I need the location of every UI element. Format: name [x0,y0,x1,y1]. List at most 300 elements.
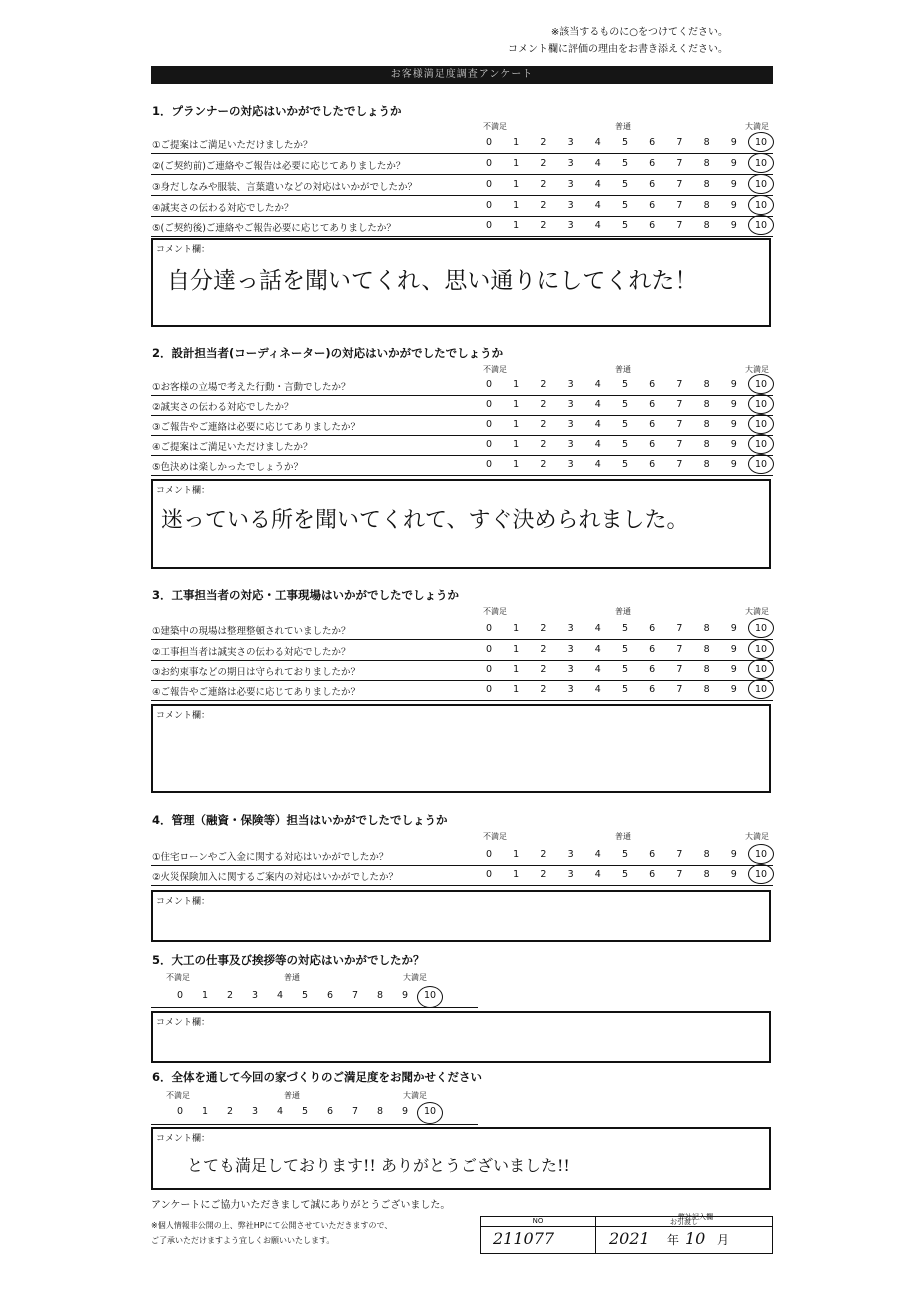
rating-option-1[interactable]: 1 [513,419,520,430]
rating-option-3[interactable]: 3 [567,869,574,880]
question-row [151,681,773,701]
year-unit: 年 [667,1233,680,1247]
rating-scale-overall[interactable] [151,1106,478,1122]
rating-option-0[interactable]: 0 [485,869,493,880]
scale-left-label: 不満足 [483,122,507,131]
question-row [151,155,773,175]
rating-option-10[interactable]: 10 [754,869,768,880]
office-use-box [480,1216,773,1254]
rating-option-6[interactable]: 6 [649,684,656,695]
rating-option-1[interactable]: 1 [513,849,520,860]
question-row [151,661,773,681]
section-2-title: 2．設計担当者(コーディネーター)の対応はいかがでしたでしょうか [152,346,504,360]
scale-mid-label: 普通 [615,365,631,374]
privacy-note-2: ご了承いただけますよう宜しくお願いいたします。 [151,1236,335,1245]
rating-option-10[interactable]: 10 [754,399,768,410]
rating-option-5[interactable]: 5 [621,439,629,450]
rating-option-10[interactable]: 10 [754,623,768,634]
rating-option-3[interactable]: 3 [567,137,574,148]
rating-option-9[interactable]: 9 [730,644,737,655]
rating-option-3[interactable]: 3 [251,1106,259,1117]
rating-option-7[interactable]: 7 [676,459,683,470]
rating-option-4[interactable]: 4 [594,379,601,390]
rating-option-4[interactable]: 4 [594,220,601,231]
scale-right-label: 大満足 [745,365,769,374]
rating-option-2[interactable]: 2 [540,179,547,190]
rating-option-3[interactable]: 3 [567,158,574,169]
rating-option-5[interactable]: 5 [621,419,629,430]
selected-answer-circle [748,174,774,194]
rating-option-6[interactable]: 6 [649,419,656,430]
rating-option-9[interactable]: 9 [730,623,737,634]
rating-option-2[interactable]: 2 [540,379,547,390]
rating-option-5[interactable]: 5 [301,990,309,1001]
rating-option-9[interactable]: 9 [730,379,737,390]
rating-option-10[interactable]: 10 [754,439,768,450]
rating-option-5[interactable]: 5 [621,869,629,880]
selected-answer-circle [748,195,774,215]
rating-option-4[interactable]: 4 [594,399,601,410]
no-label: NO [532,1217,544,1225]
rating-option-0[interactable]: 0 [485,419,493,430]
rating-option-8[interactable]: 8 [703,158,710,169]
comment-label: コメント欄： [156,1018,211,1028]
rating-option-9[interactable]: 9 [730,849,737,860]
rating-option-9[interactable]: 9 [730,439,737,450]
question-row [151,620,773,640]
rating-option-6[interactable]: 6 [649,137,656,148]
rating-option-7[interactable]: 7 [676,158,683,169]
rating-option-3[interactable]: 3 [567,849,574,860]
rating-option-0[interactable]: 0 [485,158,493,169]
rating-option-2[interactable]: 2 [540,419,547,430]
rating-option-5[interactable]: 5 [301,1106,309,1117]
rating-option-5[interactable]: 5 [621,200,629,211]
rating-option-10[interactable]: 10 [754,158,768,169]
question-text: ②工事担当者は誠実さの伝わる対応でしたか？ [152,647,351,658]
rating-option-4[interactable]: 4 [594,849,601,860]
question-text: ⑤(ご契約後)ご連絡やご報告必要に応じてありましたか？ [152,223,396,234]
rating-option-6[interactable]: 6 [649,623,656,634]
comment-box[interactable] [151,479,771,569]
rating-option-8[interactable]: 8 [703,664,710,675]
rating-option-6[interactable]: 6 [649,459,656,470]
selected-answer-circle [748,659,774,679]
rating-option-1[interactable]: 1 [513,664,520,675]
rating-option-9[interactable]: 9 [401,990,409,1001]
comment-box[interactable] [151,1011,771,1063]
question-row [151,176,773,196]
comment-label: コメント欄： [156,1134,211,1144]
rating-option-7[interactable]: 7 [676,200,683,211]
rating-option-9[interactable]: 9 [730,459,737,470]
rating-option-3[interactable]: 3 [567,439,574,450]
rating-option-8[interactable]: 8 [703,200,710,211]
question-text: ①お客様の立場で考えた行動・言動でしたか？ [152,382,351,393]
rating-option-7[interactable]: 7 [676,849,683,860]
rating-option-0[interactable]: 0 [485,399,493,410]
rating-option-2[interactable]: 2 [540,459,547,470]
rating-option-4[interactable]: 4 [594,419,601,430]
scale-underline [151,1124,478,1125]
question-text: ⑤色決めは楽しかったでしょうか？ [152,462,304,473]
rating-option-2[interactable]: 2 [540,399,547,410]
rating-option-2[interactable]: 2 [226,990,234,1001]
rating-option-1[interactable]: 1 [201,1106,209,1117]
rating-option-1[interactable]: 1 [513,459,520,470]
rating-option-10[interactable]: 10 [754,220,768,231]
rating-option-6[interactable]: 6 [649,200,656,211]
question-text: ④ご提案はご満足いただけましたか？ [152,442,313,453]
scale-underline [151,1007,478,1008]
question-row [151,866,773,886]
rating-option-10[interactable]: 10 [754,459,768,470]
rating-option-1[interactable]: 1 [513,399,520,410]
rating-option-4[interactable]: 4 [594,869,601,880]
rating-option-5[interactable]: 5 [621,137,629,148]
rating-option-1[interactable]: 1 [513,179,520,190]
rating-option-3[interactable]: 3 [567,379,574,390]
rating-option-0[interactable]: 0 [485,664,493,675]
rating-option-6[interactable]: 6 [649,644,656,655]
section-3-title: 3．工事担当者の対応・工事現場はいかがでしたでしょうか [152,588,459,602]
question-row [151,376,773,396]
rating-option-0[interactable]: 0 [485,200,493,211]
rating-option-8[interactable]: 8 [703,684,710,695]
rating-option-7[interactable]: 7 [676,439,683,450]
rating-option-9[interactable]: 9 [730,399,737,410]
selected-answer-circle [748,679,774,699]
question-text: ①建築中の現場は整理整頓されていましたか？ [152,626,351,637]
rating-option-7[interactable]: 7 [351,1106,359,1117]
rating-option-2[interactable]: 2 [226,1106,234,1117]
rating-option-0[interactable]: 0 [485,379,493,390]
rating-option-6[interactable]: 6 [649,220,656,231]
rating-option-6[interactable]: 6 [649,158,656,169]
rating-scale-overall-carpenter[interactable] [151,990,478,1006]
rating-option-4[interactable]: 4 [594,644,601,655]
section-4-title: 4．管理（融資・保険等）担当はいかがでしたでしょうか [152,813,448,827]
rating-option-10[interactable]: 10 [754,137,768,148]
rating-option-2[interactable]: 2 [540,158,547,169]
comment-box[interactable] [151,238,771,327]
selected-answer-circle [417,986,443,1008]
question-text: ④誠実さの伝わる対応でしたか？ [152,203,294,214]
section-5-title: 5．大工の仕事及び挨拶等の対応はいかがでしたか？ [152,953,425,967]
rating-option-5[interactable]: 5 [621,459,629,470]
question-text: ③身だしなみや服装、言葉遣いなどの対応はいかがでしたか？ [152,182,418,193]
selected-answer-circle [748,132,774,152]
rating-option-4[interactable]: 4 [276,990,284,1001]
selected-answer-circle [748,414,774,434]
handwritten-comment: とても満足しております!! ありがとうございました!! [187,1156,570,1175]
rating-option-10[interactable]: 10 [754,200,768,211]
rating-option-8[interactable]: 8 [703,379,710,390]
rating-option-6[interactable]: 6 [649,179,656,190]
instruction-note-1: ※該当するものに○をつけてください。 [550,27,728,38]
thanks-text: アンケートにご協力いただきまして誠にありがとうございました。 [151,1200,451,1211]
handover-month: 10 [685,1229,706,1248]
rating-option-2[interactable]: 2 [540,137,547,148]
question-text: ①ご提案はご満足いただけましたか？ [152,140,313,151]
rating-option-7[interactable]: 7 [676,399,683,410]
rating-option-9[interactable]: 9 [730,869,737,880]
rating-option-9[interactable]: 9 [401,1106,409,1117]
rating-option-6[interactable]: 6 [649,849,656,860]
selected-answer-circle [748,454,774,474]
rating-option-8[interactable]: 8 [703,220,710,231]
handover-year: 2021 [609,1229,650,1248]
question-row [151,456,773,476]
rating-option-1[interactable]: 1 [513,869,520,880]
rating-option-6[interactable]: 6 [649,869,656,880]
rating-option-0[interactable]: 0 [485,179,493,190]
handover-label: お引渡し [670,1218,698,1226]
rating-option-10[interactable]: 10 [754,664,768,675]
rating-option-2[interactable]: 2 [540,869,547,880]
scale-mid-label: 普通 [615,832,631,841]
selected-answer-circle [748,374,774,394]
scale-right-label: 大満足 [745,122,769,131]
rating-option-3[interactable]: 3 [567,399,574,410]
rating-option-3[interactable]: 3 [567,684,574,695]
section-6-title: 6．全体を通して今回の家づくりのご満足度をお聞かせください [152,1070,482,1084]
comment-box[interactable] [151,704,771,793]
rating-option-0[interactable]: 0 [485,849,493,860]
rating-option-5[interactable]: 5 [621,664,629,675]
rating-option-2[interactable]: 2 [540,220,547,231]
rating-option-0[interactable]: 0 [176,1106,184,1117]
rating-option-4[interactable]: 4 [276,1106,284,1117]
rating-option-1[interactable]: 1 [513,158,520,169]
question-text: ③お約束事などの期日は守られておりましたか？ [152,667,361,678]
scale-right-label: 大満足 [403,1091,427,1100]
rating-option-3[interactable]: 3 [567,419,574,430]
rating-option-7[interactable]: 7 [676,623,683,634]
rating-option-3[interactable]: 3 [567,200,574,211]
scale-mid-label: 普通 [284,973,300,982]
question-row [151,641,773,661]
customer-number: 211077 [493,1229,555,1248]
rating-option-9[interactable]: 9 [730,137,737,148]
question-row [151,846,773,866]
rating-option-4[interactable]: 4 [594,623,601,634]
selected-answer-circle [748,434,774,454]
rating-option-8[interactable]: 8 [703,399,710,410]
rating-option-3[interactable]: 3 [567,220,574,231]
rating-option-1[interactable]: 1 [201,990,209,1001]
rating-option-2[interactable]: 2 [540,849,547,860]
comment-box[interactable] [151,890,771,942]
rating-option-10[interactable]: 10 [423,990,437,1001]
rating-option-10[interactable]: 10 [754,849,768,860]
privacy-note-1: ※個人情報非公開の上、弊社HPにて公開させていただきますので、 [151,1221,393,1230]
rating-option-9[interactable]: 9 [730,664,737,675]
rating-option-7[interactable]: 7 [676,379,683,390]
rating-option-1[interactable]: 1 [513,200,520,211]
rating-option-1[interactable]: 1 [513,644,520,655]
rating-option-10[interactable]: 10 [423,1106,437,1117]
selected-answer-circle [748,864,774,884]
rating-option-5[interactable]: 5 [621,644,629,655]
rating-option-7[interactable]: 7 [676,664,683,675]
rating-option-8[interactable]: 8 [703,137,710,148]
rating-option-8[interactable]: 8 [703,419,710,430]
rating-option-6[interactable]: 6 [326,1106,334,1117]
rating-option-3[interactable]: 3 [567,623,574,634]
rating-option-2[interactable]: 2 [540,439,547,450]
rating-option-8[interactable]: 8 [703,439,710,450]
comment-label: コメント欄： [156,245,211,255]
rating-option-7[interactable]: 7 [676,179,683,190]
rating-option-2[interactable]: 2 [540,664,547,675]
rating-option-10[interactable]: 10 [754,644,768,655]
instruction-note-2: コメント欄に評価の理由をお書き添えください。 [508,44,728,55]
rating-option-4[interactable]: 4 [594,439,601,450]
rating-option-3[interactable]: 3 [251,990,259,1001]
comment-label: コメント欄： [156,897,211,907]
rating-option-9[interactable]: 9 [730,684,737,695]
comment-box[interactable] [151,1127,771,1190]
rating-option-5[interactable]: 5 [621,158,629,169]
scale-right-label: 大満足 [745,607,769,616]
rating-option-6[interactable]: 6 [649,664,656,675]
question-row [151,217,773,237]
rating-option-7[interactable]: 7 [676,684,683,695]
selected-answer-circle [748,153,774,173]
handwritten-comment: 迷っている所を聞いてくれて、すぐ決められました。 [161,508,689,533]
scale-left-label: 不満足 [483,607,507,616]
section-1-title: 1．プランナーの対応はいかがでしたでしょうか [152,104,402,118]
rating-option-6[interactable]: 6 [649,399,656,410]
rating-option-6[interactable]: 6 [326,990,334,1001]
rating-option-3[interactable]: 3 [567,644,574,655]
scale-left-label: 不満足 [483,365,507,374]
rating-option-6[interactable]: 6 [649,439,656,450]
rating-option-0[interactable]: 0 [485,137,493,148]
rating-option-7[interactable]: 7 [676,644,683,655]
handwritten-comment: 自分達っ話を聞いてくれ、思い通りにしてくれた！ [167,268,698,294]
rating-option-0[interactable]: 0 [485,644,493,655]
rating-option-0[interactable]: 0 [485,684,493,695]
selected-answer-circle [748,394,774,414]
scale-right-label: 大満足 [745,832,769,841]
rating-option-8[interactable]: 8 [703,644,710,655]
scale-left-label: 不満足 [166,973,190,982]
rating-option-7[interactable]: 7 [676,419,683,430]
rating-option-6[interactable]: 6 [649,379,656,390]
rating-option-9[interactable]: 9 [730,419,737,430]
selected-answer-circle [417,1102,443,1124]
rating-option-8[interactable]: 8 [703,179,710,190]
rating-option-2[interactable]: 2 [540,684,547,695]
rating-option-0[interactable]: 0 [176,990,184,1001]
rating-option-9[interactable]: 9 [730,200,737,211]
rating-option-0[interactable]: 0 [485,439,493,450]
rating-option-0[interactable]: 0 [485,220,493,231]
month-unit: 月 [717,1233,730,1247]
rating-option-4[interactable]: 4 [594,200,601,211]
rating-option-8[interactable]: 8 [376,990,384,1001]
selected-answer-circle [748,639,774,659]
rating-option-1[interactable]: 1 [513,439,520,450]
rating-option-1[interactable]: 1 [513,220,520,231]
rating-option-7[interactable]: 7 [351,990,359,1001]
comment-label: コメント欄： [156,486,211,496]
rating-option-1[interactable]: 1 [513,137,520,148]
scale-mid-label: 普通 [615,122,631,131]
rating-option-3[interactable]: 3 [567,664,574,675]
scale-mid-label: 普通 [284,1091,300,1100]
rating-option-0[interactable]: 0 [485,623,493,634]
rating-option-1[interactable]: 1 [513,623,520,634]
survey-banner: お客様満足度調査アンケート [151,66,773,84]
rating-option-5[interactable]: 5 [621,849,629,860]
rating-option-2[interactable]: 2 [540,623,547,634]
rating-option-4[interactable]: 4 [594,459,601,470]
rating-option-5[interactable]: 5 [621,179,629,190]
rating-option-3[interactable]: 3 [567,179,574,190]
rating-option-2[interactable]: 2 [540,200,547,211]
rating-option-8[interactable]: 8 [703,623,710,634]
rating-option-3[interactable]: 3 [567,459,574,470]
rating-option-2[interactable]: 2 [540,644,547,655]
rating-option-8[interactable]: 8 [703,869,710,880]
rating-option-9[interactable]: 9 [730,158,737,169]
rating-option-0[interactable]: 0 [485,459,493,470]
rating-option-10[interactable]: 10 [754,419,768,430]
scale-left-label: 不満足 [166,1091,190,1100]
rating-option-9[interactable]: 9 [730,179,737,190]
rating-option-5[interactable]: 5 [621,379,629,390]
question-text: ③ご報告やご連絡は必要に応じてありましたか？ [152,422,361,433]
rating-option-1[interactable]: 1 [513,379,520,390]
rating-option-1[interactable]: 1 [513,684,520,695]
comment-label: コメント欄： [156,711,211,721]
rating-option-4[interactable]: 4 [594,664,601,675]
rating-option-8[interactable]: 8 [703,459,710,470]
rating-option-4[interactable]: 4 [594,137,601,148]
rating-option-10[interactable]: 10 [754,684,768,695]
question-row [151,197,773,217]
rating-option-10[interactable]: 10 [754,379,768,390]
rating-option-5[interactable]: 5 [621,684,629,695]
office-use-label: 弊社記入欄 [678,1213,713,1221]
rating-option-7[interactable]: 7 [676,869,683,880]
rating-option-4[interactable]: 4 [594,158,601,169]
rating-option-10[interactable]: 10 [754,179,768,190]
question-text: ①住宅ローンやご入金に関する対応はいかがでしたか？ [152,852,389,863]
rating-option-7[interactable]: 7 [676,220,683,231]
question-text: ②火災保険加入に関するご案内の対応はいかがでしたか？ [152,872,399,883]
scale-mid-label: 普通 [615,607,631,616]
rating-option-5[interactable]: 5 [621,399,629,410]
rating-option-8[interactable]: 8 [703,849,710,860]
rating-option-5[interactable]: 5 [621,623,629,634]
question-row [151,134,773,154]
question-text: ②誠実さの伝わる対応でしたか？ [152,402,294,413]
selected-answer-circle [748,215,774,235]
selected-answer-circle [748,844,774,864]
rating-option-7[interactable]: 7 [676,137,683,148]
rating-option-4[interactable]: 4 [594,179,601,190]
rating-option-5[interactable]: 5 [621,220,629,231]
rating-option-9[interactable]: 9 [730,220,737,231]
question-row [151,396,773,416]
question-text: ④ご報告やご連絡は必要に応じてありましたか？ [152,687,361,698]
rating-option-8[interactable]: 8 [376,1106,384,1117]
rating-option-4[interactable]: 4 [594,684,601,695]
